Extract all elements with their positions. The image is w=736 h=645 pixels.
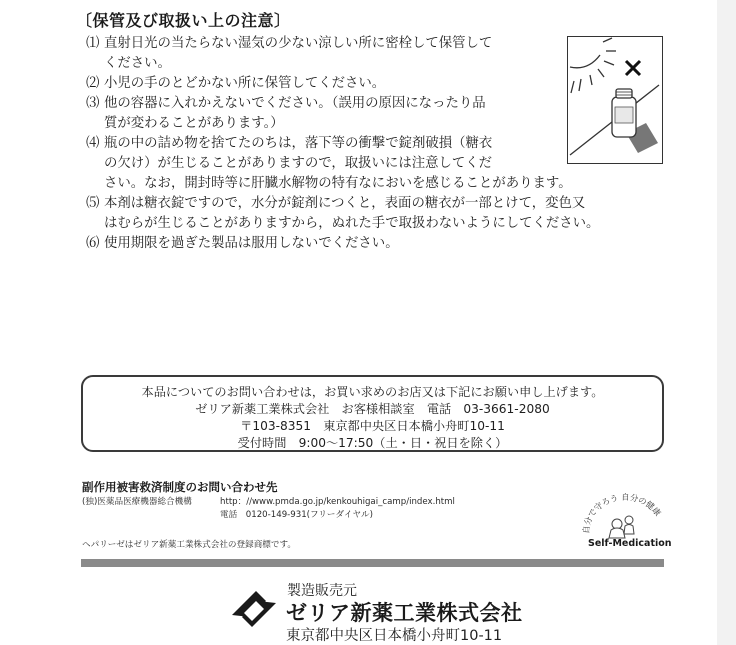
precaution-item-4-cont-1: の欠け）が生じることがありますので，取扱いには注意してくだ xyxy=(104,156,493,171)
viewer-gutter xyxy=(717,0,736,645)
package-insert-page xyxy=(4,0,718,645)
relief-system-title: 副作用被害救済制度のお問い合わせ先 xyxy=(82,480,278,494)
precaution-item-4-cont-2: さい。なお，開封時等に肝臓水解物の特有なにおいを感じることがあります。 xyxy=(104,176,572,191)
self-medication-label: Self-Medication xyxy=(588,538,672,549)
precaution-item-3-cont: 質が変わることがあります。） xyxy=(104,116,284,131)
precaution-item-2: ⑵ 小児の手のとどかない所に保管してください。 xyxy=(86,76,386,91)
relief-url[interactable]: http：//www.pmda.go.jp/kenkouhigai_camp/index.html xyxy=(220,497,455,507)
sunlight-warning-illustration xyxy=(567,36,663,164)
precaution-item-1: ⑴ 直射日光の当たらない湿気の少ない涼しい所に密栓して保管して xyxy=(86,36,493,51)
precaution-item-1-cont: ください。 xyxy=(104,56,171,71)
storage-heading: 〔保管及び取扱い上の注意〕 xyxy=(76,11,291,30)
contact-phone: ゼリア新薬工業株式会社 お客様相談室 電話 03-3661-2080 xyxy=(195,402,550,416)
precaution-item-4: ⑷ 瓶の中の詰め物を捨てたのちは，落下等の衝撃で錠剤破損（糖衣 xyxy=(86,136,493,151)
precaution-item-5-cont: はむらが生じることがありますから，ぬれた手で取扱わないようにしてください。 xyxy=(104,216,600,231)
zeria-logo-icon xyxy=(226,585,282,633)
manufacturer-name: ゼリア新薬工業株式会社 xyxy=(286,601,523,625)
precaution-item-5: ⑸ 本剤は糖衣錠ですので，水分が錠剤につくと，表面の糖衣が一部とけて，変色又 xyxy=(86,196,586,211)
precaution-item-3: ⑶ 他の容器に入れかえないでください。（誤用の原因になったり品 xyxy=(86,96,486,111)
contact-address: 〒103-8351 東京都中央区日本橋小舟町10-11 xyxy=(240,419,505,433)
self-medication-slogan: 自分で守ろう 自分の健康 xyxy=(581,491,664,535)
sunlight-bottle-icon xyxy=(568,37,661,162)
relief-phone: 電話 0120-149-931(フリーダイヤル) xyxy=(220,510,373,520)
contact-hours: 受付時間 9:00～17:50（土・日・祝日を除く） xyxy=(237,436,508,450)
section-divider xyxy=(81,559,664,567)
relief-org: (独)医薬品医療機器総合機構 xyxy=(82,497,192,507)
manufacturer-address: 東京都中央区日本橋小舟町10-11 xyxy=(286,628,503,644)
manufacturer-label: 製造販売元 xyxy=(287,583,357,599)
customer-contact-box xyxy=(81,375,664,452)
precaution-item-6: ⑹ 使用期限を過ぎた製品は服用しないでください。 xyxy=(86,236,399,251)
contact-intro: 本品についてのお問い合わせは，お買い求めのお店又は下記にお願い申し上げます。 xyxy=(141,385,604,399)
trademark-note: ヘパリーゼはゼリア新薬工業株式会社の登録商標です。 xyxy=(82,540,296,550)
